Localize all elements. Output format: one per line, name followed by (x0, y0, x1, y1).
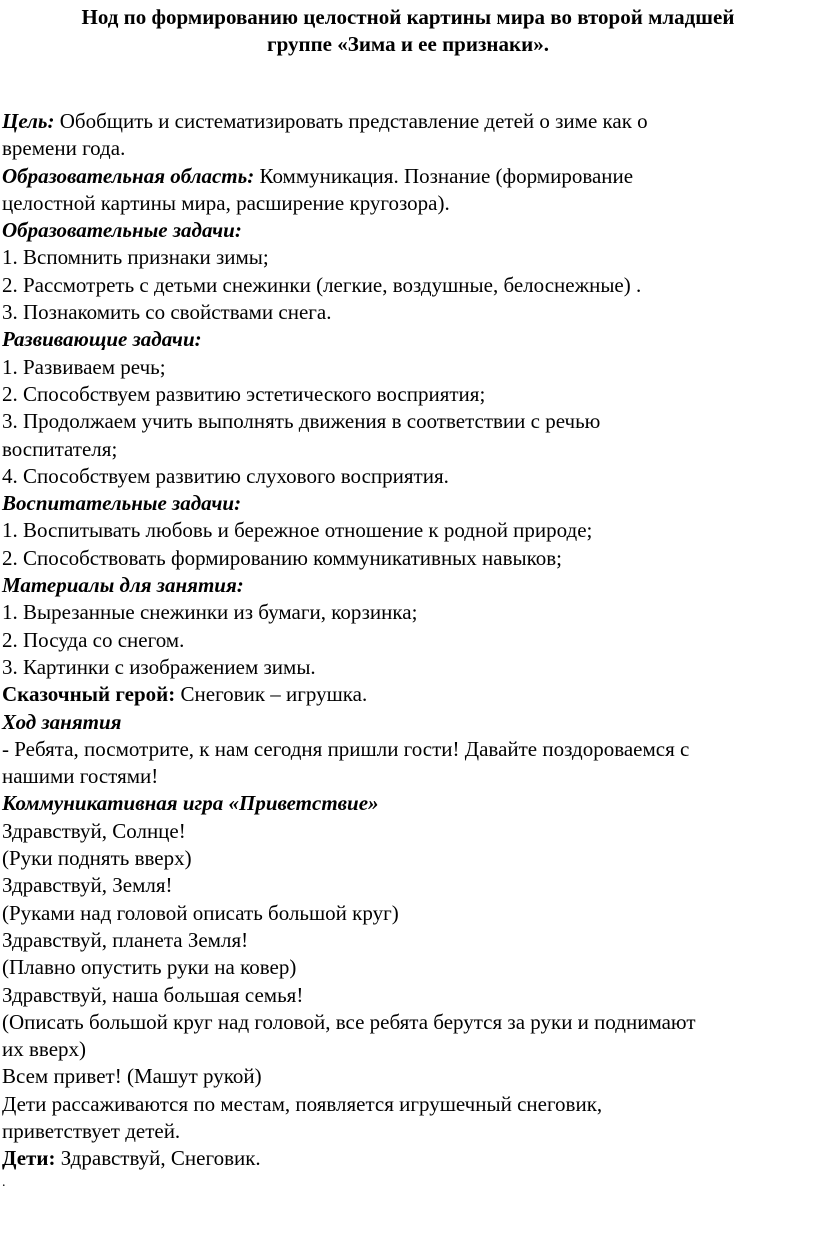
hero-label: Сказочный герой: (2, 682, 176, 707)
game-line: Здравствуй, планета Земля! (2, 927, 249, 952)
game-line: приветствует детей. (2, 1118, 181, 1143)
edu-tasks-heading: Образовательные задачи: (2, 218, 242, 243)
area-line-2: целостной картины мира, расширение кругозора). (2, 190, 450, 215)
dev-task-item: 3. Продолжаем учить выполнять движения в соответствии с речью (2, 409, 601, 434)
game-heading: Коммуникативная игра «Приветствие» (2, 791, 379, 816)
children-text: Здравствуй, Снеговик. (55, 1146, 261, 1171)
game-line: (Плавно опустить руки на ковер) (2, 955, 297, 980)
upbr-tasks-heading: Воспитательные задачи: (2, 491, 242, 516)
area-text-1: Коммуникация. Познание (формирование (254, 163, 634, 188)
goal-text-1: Обобщить и систематизировать представление детей о зиме как о (54, 109, 648, 133)
lesson-intro-line-2: нашими гостями! (2, 764, 159, 789)
materials-item: 1. Вырезанные снежинки из бумаги, корзинка; (2, 600, 418, 625)
dev-task-item: 4. Способствуем развитию слухового восприятия. (2, 463, 449, 488)
hero-line (2, 681, 814, 708)
goal-line-2: времени года. (2, 136, 126, 161)
edu-task-item: 3. Познакомить со свойствами снега. (2, 300, 332, 325)
edu-task-item: 1. Вспомнить признаки зимы; (2, 245, 269, 270)
dev-tasks-heading: Развивающие задачи: (2, 327, 202, 352)
goal-label: Цель: (2, 109, 55, 133)
game-line: (Руки поднять вверх) (2, 846, 192, 871)
upbr-task-item: 2. Способствовать формированию коммуникативных навыков; (2, 545, 563, 570)
game-line: их вверх) (2, 1037, 87, 1062)
trailing-mark: . (2, 1174, 6, 1190)
lesson-heading: Ход занятия (2, 709, 122, 734)
game-line: (Руками над головой описать большой круг) (2, 900, 399, 925)
hero-text: Снеговик – игрушка. (175, 682, 368, 707)
game-line: (Описать большой круг над головой, все ребята берутся за руки и поднимают (2, 1009, 696, 1034)
game-line: Здравствуй, наша большая семья! (2, 982, 304, 1007)
materials-item: 3. Картинки с изображением зимы. (2, 654, 316, 679)
goal-line-1 (2, 108, 814, 135)
dev-task-item: воспитателя; (2, 436, 118, 461)
document-title (0, 4, 816, 58)
materials-heading: Материалы для занятия: (2, 573, 244, 598)
area-label: Образовательная область: (2, 163, 255, 188)
game-line: Дети рассаживаются по местам, появляется игрушечный снеговик, (2, 1091, 603, 1116)
upbr-task-item: 1. Воспитывать любовь и бережное отношение к родной природе; (2, 518, 593, 543)
area-line-1 (2, 163, 814, 190)
document-body (2, 108, 814, 1193)
game-line: Здравствуй, Солнце! (2, 818, 186, 843)
title-line-1: Нод по формированию целостной картины мира во второй младшей (81, 5, 735, 29)
lesson-intro-line-1: - Ребята, посмотрите, к нам сегодня пришли гости! Давайте поздороваемся с (2, 736, 690, 761)
children-line (2, 1145, 814, 1172)
dev-task-item: 2. Способствуем развитию эстетического восприятия; (2, 381, 486, 406)
materials-item: 2. Посуда со снегом. (2, 627, 185, 652)
title-line-2: группе «Зима и ее признаки». (267, 32, 549, 56)
children-label: Дети: (2, 1146, 56, 1171)
game-line: Всем привет! (Машут рукой) (2, 1064, 262, 1089)
game-line: Здравствуй, Земля! (2, 873, 173, 898)
dev-task-item: 1. Развиваем речь; (2, 354, 166, 379)
edu-task-item: 2. Рассмотреть с детьми снежинки (легкие, воздушные, белоснежные) . (2, 272, 642, 297)
